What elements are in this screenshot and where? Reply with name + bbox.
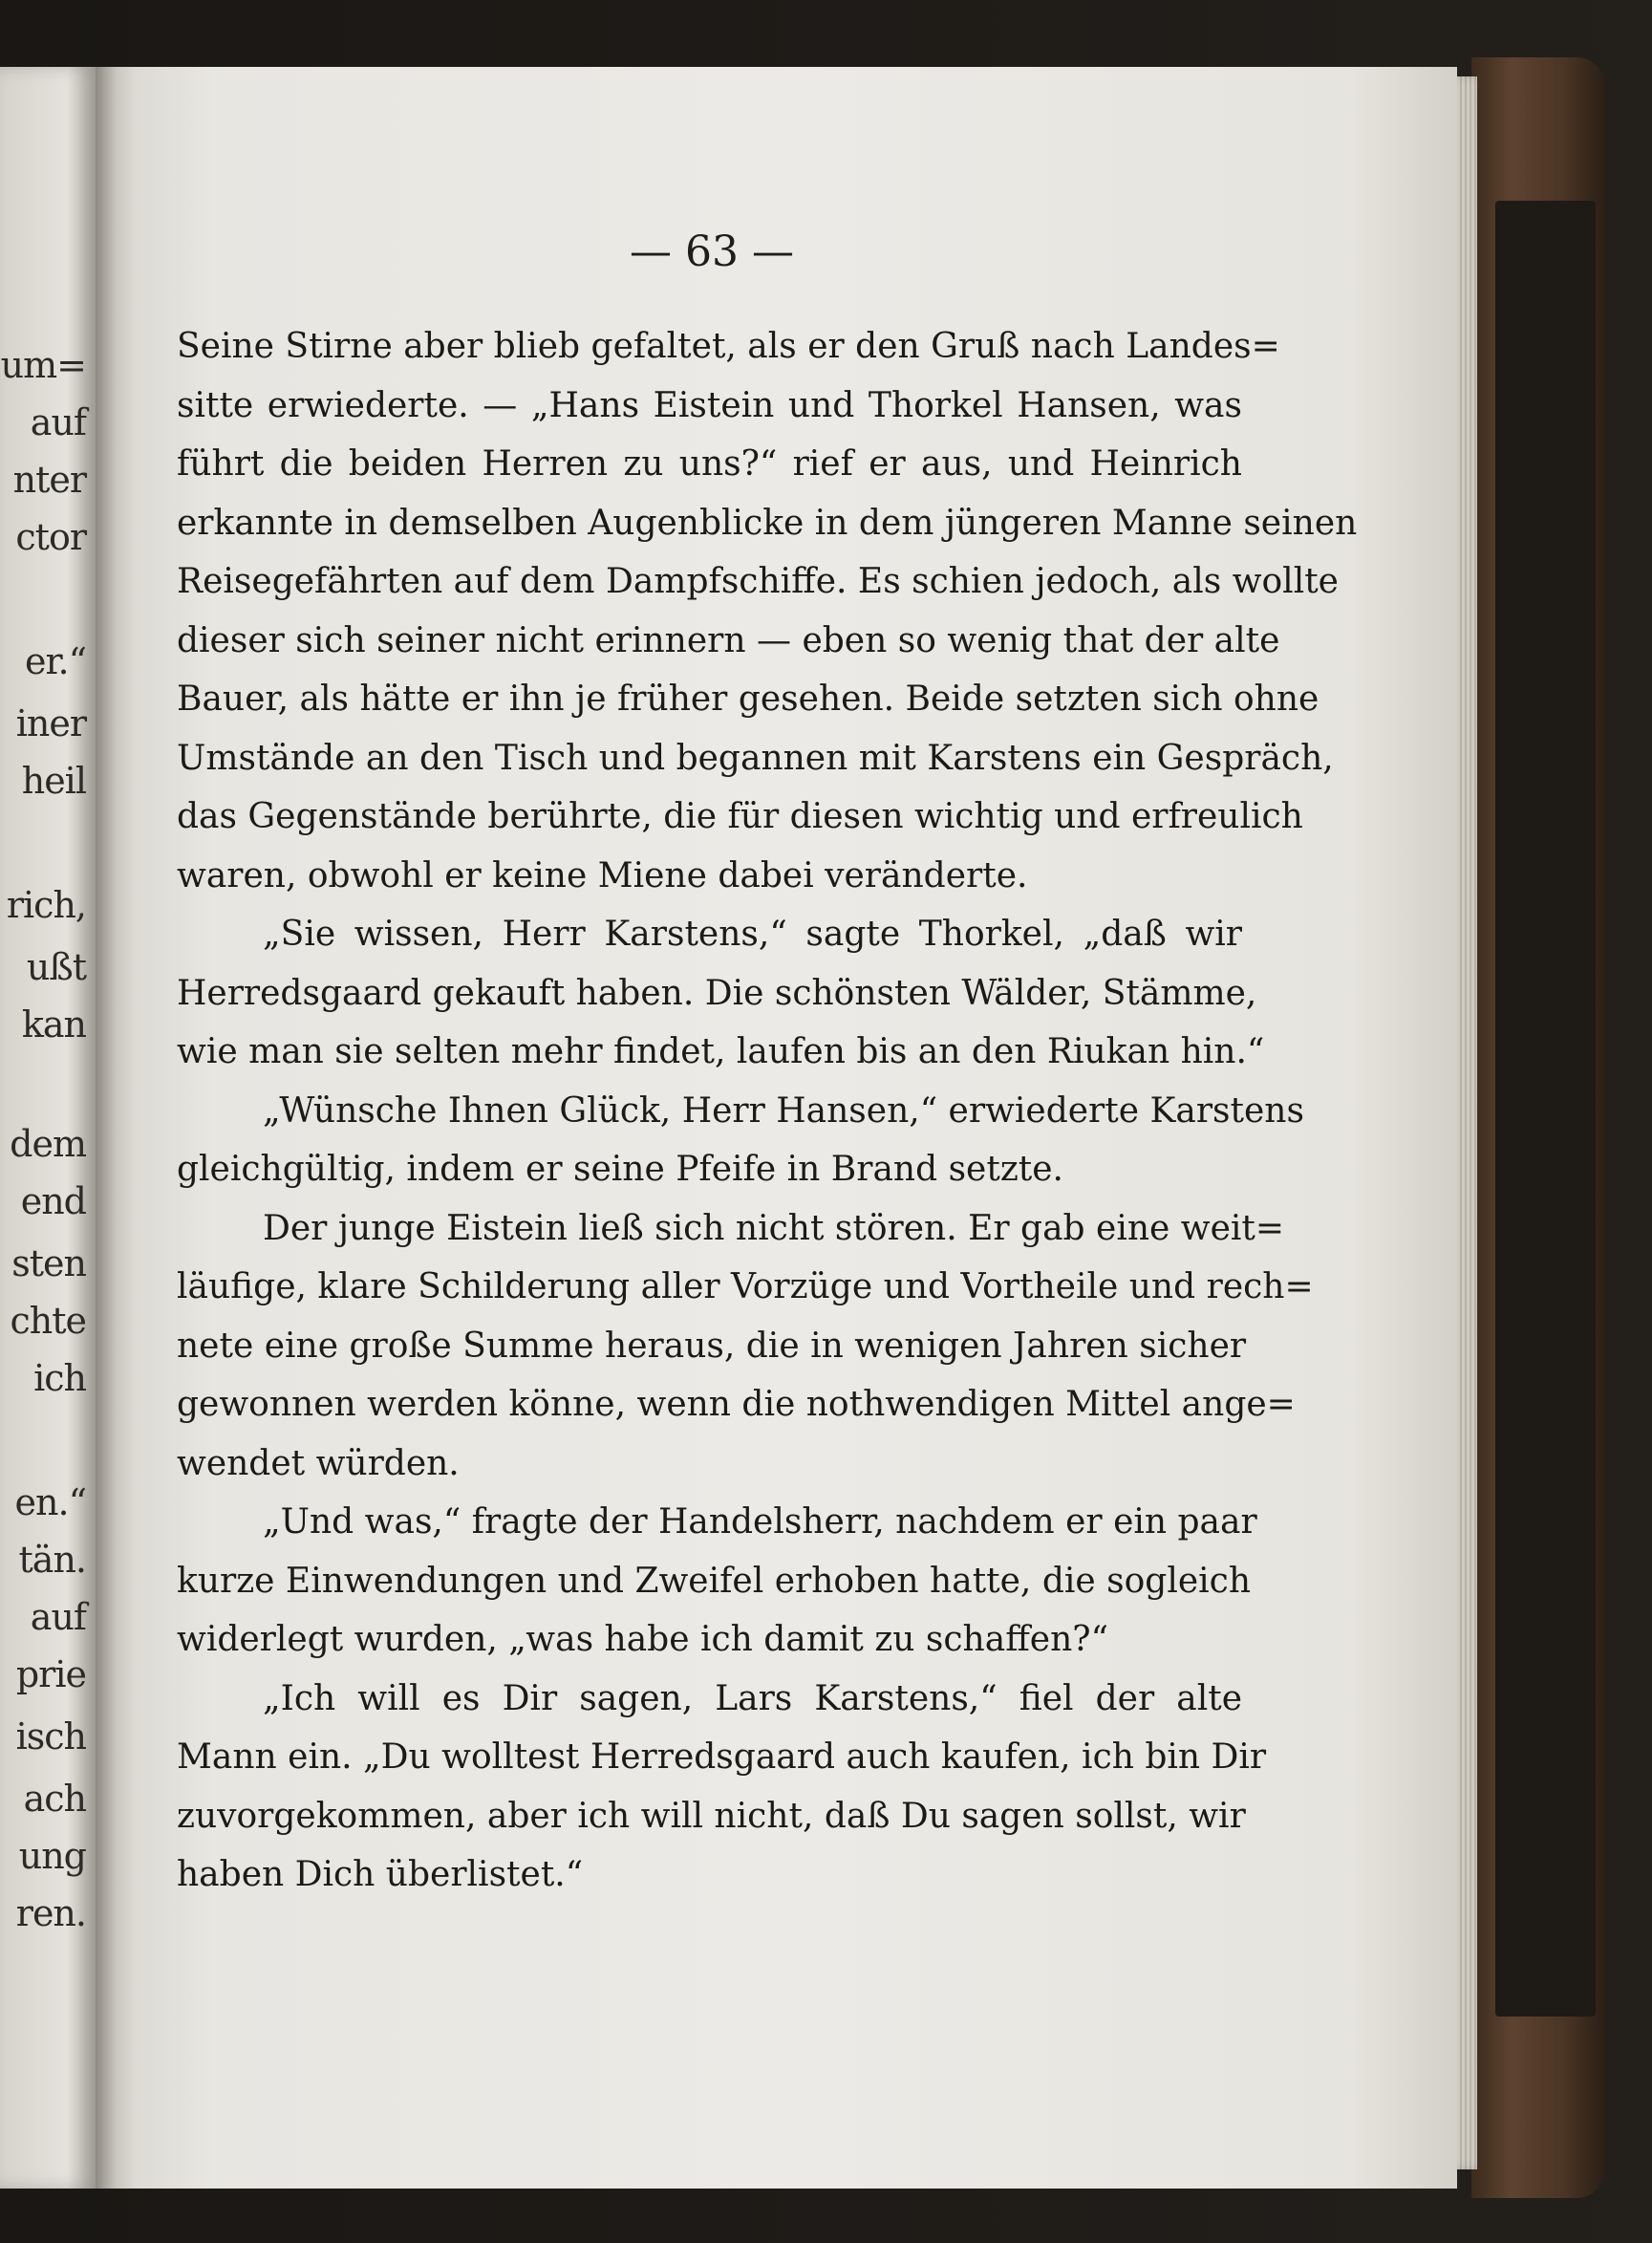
text-line: gleichgültig, indem er seine Pfeife in Brand setzte. <box>177 1150 1064 1189</box>
left-fragment: heil <box>21 760 86 802</box>
left-fragment: kan <box>21 1003 86 1046</box>
left-fragment: isch <box>15 1715 86 1758</box>
left-fragment: ich <box>33 1357 86 1399</box>
left-fragment: ctor <box>15 516 86 558</box>
left-fragment: iner <box>15 702 86 744</box>
left-fragment: auf <box>30 1596 86 1638</box>
left-fragment: ung <box>18 1835 86 1877</box>
text-line: „Und was,“ fragte der Handelsherr, nachdem er ein paar <box>263 1502 1257 1542</box>
page-body-text <box>177 317 1358 1905</box>
left-fragment: ren. <box>15 1892 86 1934</box>
text-line: Herredsgaard gekauft haben. Die schönsten Wälder, Stämme, <box>177 973 1257 1013</box>
left-fragment: dem <box>10 1123 86 1165</box>
text-line: waren, obwohl er keine Miene dabei veränderte. <box>177 855 1028 895</box>
text-line: erkannte in demselben Augenblicke in dem jüngeren Manne seinen <box>177 503 1358 543</box>
text-line: Mann ein. „Du wolltest Herredsgaard auch kaufen, ich bin Dir <box>177 1737 1267 1777</box>
previous-page-edge <box>0 67 98 2189</box>
text-line: zuvorgekommen, aber ich will nicht, daß Du sagen sollst, wir <box>177 1796 1246 1836</box>
text-line: Der junge Eistein ließ sich nicht stören. Er gab eine weit= <box>263 1208 1285 1248</box>
text-line: läufige, klare Schilderung aller Vorzüge und Vortheile und rech= <box>177 1267 1314 1306</box>
left-fragment: er.“ <box>25 640 86 682</box>
left-fragment: ußt <box>26 946 86 988</box>
left-fragment: um= <box>0 344 86 386</box>
text-line: gewonnen werden könne, wenn die nothwendigen Mittel ange= <box>177 1385 1296 1424</box>
text-line: nete eine große Summe heraus, die in wenigen Jahren sicher <box>177 1326 1247 1366</box>
text-line: dieser sich seiner nicht erinnern — eben so wenig that der alte <box>177 620 1280 660</box>
left-fragment: sten <box>11 1242 86 1284</box>
text-line: das Gegenstände berührte, die für diesen wichtig und erfreulich <box>177 797 1303 836</box>
left-fragment: rich, <box>6 884 86 926</box>
left-fragment: end <box>20 1180 86 1222</box>
text-line: kurze Einwendungen und Zweifel erhoben hatte, die sogleich <box>177 1561 1251 1601</box>
text-line: widerlegt wurden, „was habe ich damit zu schaffen?“ <box>177 1620 1108 1659</box>
left-fragment: prie <box>15 1653 86 1695</box>
text-line: führt die beiden Herren zu uns?“ rief er aus, und Heinrich <box>177 444 1242 484</box>
text-line: wie man sie selten mehr findet, laufen bis an den Riukan hin.“ <box>177 1032 1265 1071</box>
text-line: Seine Stirne aber blieb gefaltet, als er den Gruß nach Landes= <box>177 327 1280 366</box>
text-line: Umstände an den Tisch und begannen mit Karstens ein Gespräch, <box>177 738 1334 778</box>
text-line: Reisegefährten auf dem Dampfschiffe. Es schien jedoch, als wollte <box>177 562 1339 601</box>
text-line: „Sie wissen, Herr Karstens,“ sagte Thorkel, „daß wir <box>263 915 1242 954</box>
text-line: sitte erwiederte. — „Hans Eistein und Thorkel Hansen, was <box>177 385 1242 425</box>
book-cover-inner <box>1495 201 1596 2017</box>
page-number: — 63 — <box>630 227 794 276</box>
text-line: „Wünsche Ihnen Glück, Herr Hansen,“ erwiederte Karstens <box>263 1090 1304 1131</box>
left-fragment: nter <box>12 459 86 501</box>
text-line: Bauer, als hätte er ihn je früher gesehen. Beide setzten sich ohne <box>177 679 1319 719</box>
left-fragment: en.“ <box>14 1481 86 1523</box>
text-line: haben Dich überlistet.“ <box>177 1855 584 1894</box>
left-fragment: ach <box>23 1778 86 1820</box>
left-fragment: auf <box>30 401 86 443</box>
text-line: „Ich will es Dir sagen, Lars Karstens,“ fiel der alte <box>263 1678 1242 1718</box>
left-fragment: chte <box>10 1300 86 1342</box>
left-fragment: tän. <box>18 1539 86 1581</box>
text-line: wendet würden. <box>177 1443 460 1483</box>
